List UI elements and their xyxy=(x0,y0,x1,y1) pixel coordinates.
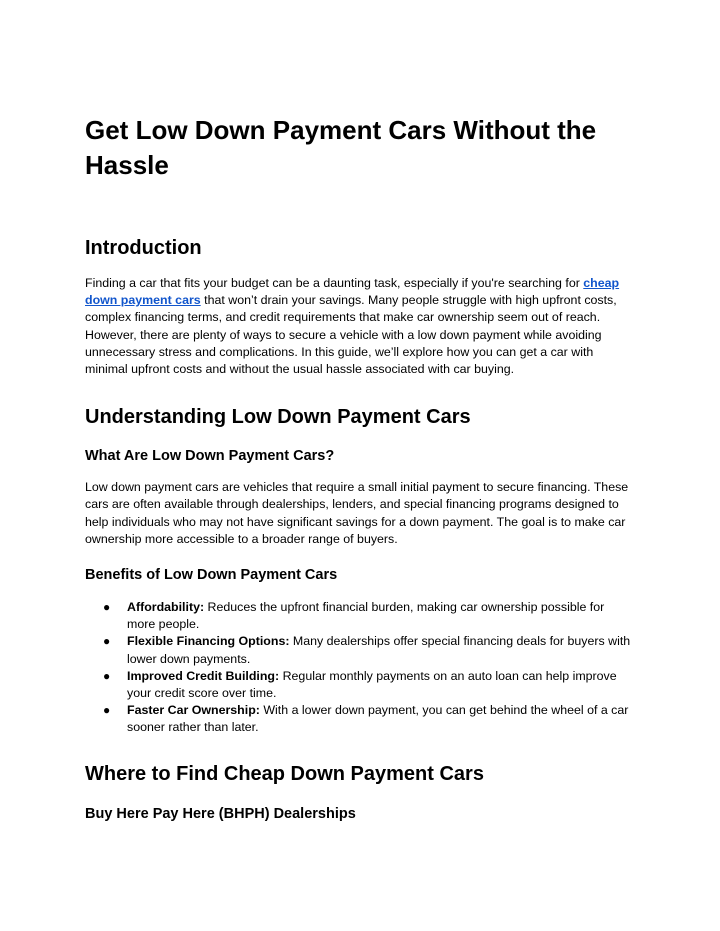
introduction-text-after-link: that won’t drain your savings. Many people struggle with high upfront costs, complex financing terms, and credit requirements that make car ownership seem out of reach. However, there are plenty of ways to secure a vehicle with a low down payment while avoiding unnecessary stress and complications. In this guide, we’ll explore how you can get a car with minimal upfront costs and without the usual hassle associated with car buying. xyxy=(85,293,617,377)
bullet-icon: ● xyxy=(103,634,111,649)
benefit-term: Affordability: xyxy=(127,600,205,615)
document-title: Get Low Down Payment Cars Without the Hassle xyxy=(85,115,597,180)
benefits-heading: Benefits of Low Down Payment Cars xyxy=(85,567,338,584)
understanding-heading: Understanding Low Down Payment Cars xyxy=(85,406,471,429)
benefit-term: Improved Credit Building: xyxy=(127,668,280,683)
list-item xyxy=(85,702,635,736)
list-item xyxy=(85,633,635,667)
bhph-heading: Buy Here Pay Here (BHPH) Dealerships xyxy=(85,805,356,822)
benefit-text: With a lower down payment, you can get behind the wheel of a car sooner rather than later. xyxy=(127,703,629,735)
benefit-term: Flexible Financing Options: xyxy=(127,634,290,649)
bullet-icon: ● xyxy=(103,668,111,683)
list-item xyxy=(85,599,635,633)
document-page xyxy=(85,113,635,824)
cheap-down-payment-cars-link[interactable]: cheap down payment cars xyxy=(85,276,620,308)
introduction-text-before-link: Finding a car that fits your budget can be a daunting task, especially if you're searching for xyxy=(85,276,584,290)
introduction-heading: Introduction xyxy=(85,237,202,259)
where-to-find-heading: Where to Find Cheap Down Payment Cars xyxy=(85,762,484,785)
what-are-heading: What Are Low Down Payment Cars? xyxy=(85,448,335,465)
what-are-paragraph: Low down payment cars are vehicles that require a small initial payment to secure financing. These cars are often available through dealerships, lenders, and special financing programs designed to help individuals who may not have significant savings for a down payment. The goal is to make car ownership more accessible to a broader range of buyers. xyxy=(85,480,629,546)
bullet-icon: ● xyxy=(103,600,111,615)
benefits-list xyxy=(85,599,635,737)
benefit-term: Faster Car Ownership: xyxy=(127,703,260,718)
benefit-text: Regular monthly payments on an auto loan can help improve your credit score over time. xyxy=(127,668,617,701)
benefit-text: Many dealerships offer special financing deals for buyers with lower down payments. xyxy=(127,634,631,666)
list-item xyxy=(85,668,635,702)
bullet-icon: ● xyxy=(103,703,111,718)
benefit-text: Reduces the upfront financial burden, making car ownership possible for more people. xyxy=(127,600,605,632)
introduction-paragraph xyxy=(85,275,635,378)
